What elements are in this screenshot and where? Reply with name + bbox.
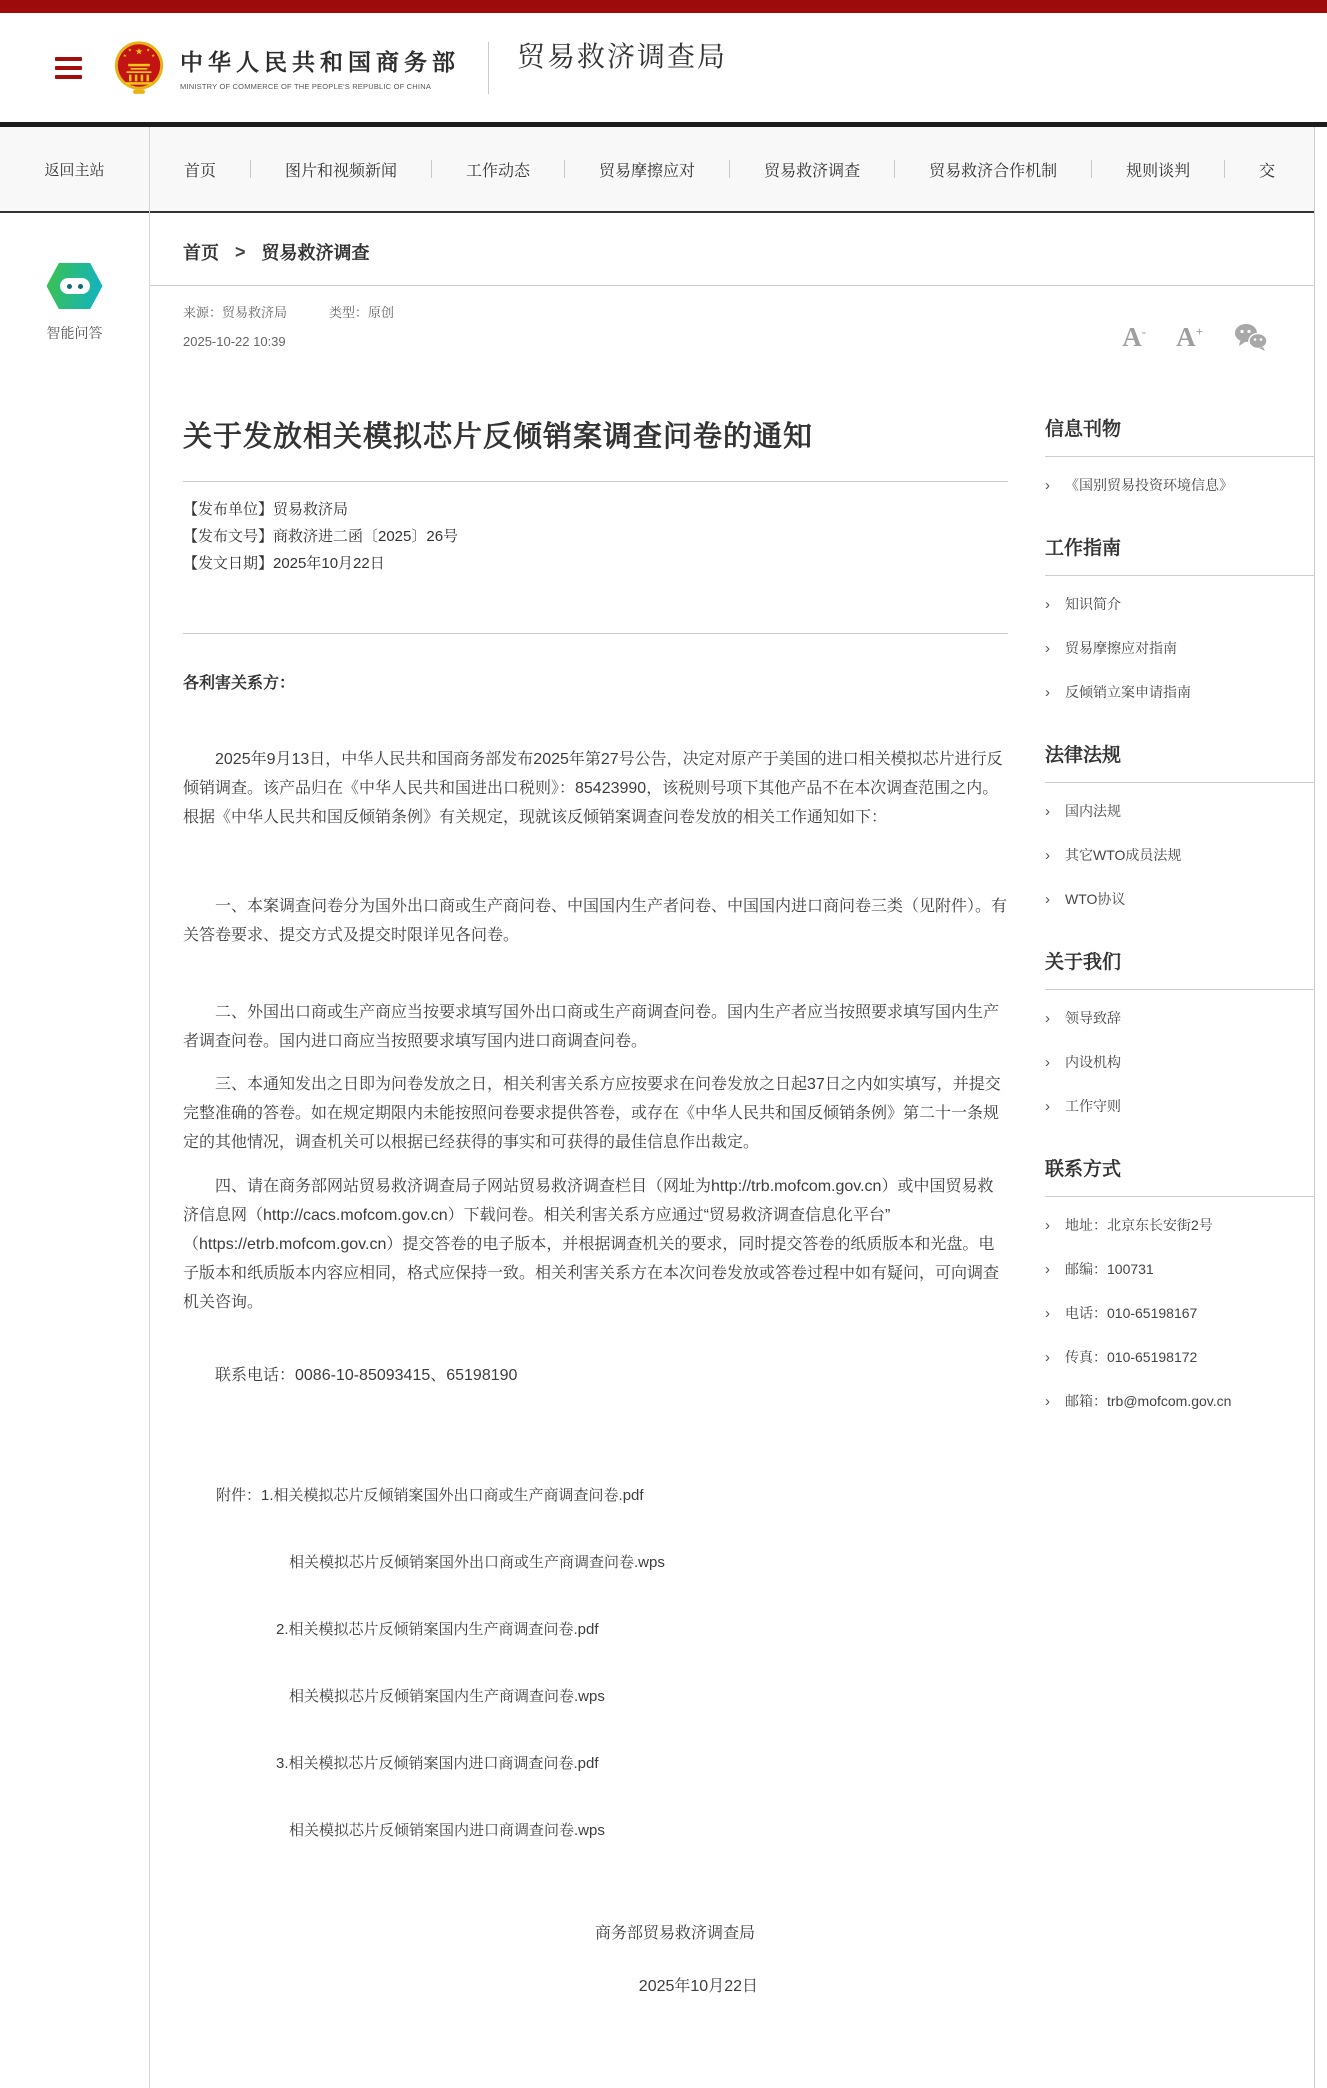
- chevron-right-icon: ›: [1045, 802, 1050, 820]
- attachment-link-3-pdf[interactable]: 3.相关模拟芯片反倾销案国内进口商调查问卷.pdf: [276, 1755, 599, 1772]
- main-nav: [150, 127, 1314, 213]
- attachment-link-3-wps[interactable]: 相关模拟芯片反倾销案国内进口商调查问卷.wps: [289, 1822, 605, 1839]
- left-rail: [0, 127, 150, 2088]
- breadcrumb-home[interactable]: 首页: [183, 243, 219, 263]
- publish-info: [183, 496, 1008, 577]
- svg-text:★: ★: [134, 46, 144, 57]
- svg-text:★: ★: [146, 46, 151, 52]
- attachment-link-2-wps[interactable]: 相关模拟芯片反倾销案国内生产商调查问卷.wps: [289, 1688, 605, 1705]
- svg-text:★: ★: [122, 52, 127, 58]
- sidebar-item[interactable]: › 其它WTO成员法规: [1045, 846, 1182, 864]
- publish-doc-number: 【发布文号】商救济进二函〔2025〕26号: [183, 528, 459, 545]
- sidebar-section-work-guides: 工作指南 › 知识简介 › 贸易摩擦应对指南 › 反倾销立案申请指南: [1045, 533, 1315, 714]
- ministry-name-cn: 中华人民共和国商务部: [180, 49, 460, 75]
- main-zone: [150, 127, 1315, 2088]
- sidebar-section-about-us: 关于我们 › 领导致辞 › 内设机构 › 工作守则: [1045, 947, 1315, 1128]
- right-sidebar: [1045, 414, 1315, 1996]
- nav-item-cooperation-mechanism[interactable]: 贸易救济合作机制: [929, 162, 1058, 180]
- sidebar-item[interactable]: › WTO协议: [1045, 890, 1126, 908]
- publish-unit: 【发布单位】贸易救济局: [183, 501, 349, 518]
- contact-phone-line: 联系电话：0086-10-85093415、65198190: [215, 1367, 518, 1384]
- chevron-right-icon: ›: [1045, 1216, 1050, 1234]
- chevron-right-icon: ›: [1045, 1348, 1050, 1366]
- divider: [183, 633, 1008, 634]
- meta-source: 来源：贸易救济局: [183, 305, 288, 320]
- font-increase-button[interactable]: A+: [1176, 321, 1203, 352]
- chevron-right-icon: ›: [1045, 846, 1050, 864]
- chevron-right-icon: ›: [1045, 639, 1050, 657]
- sidebar-item[interactable]: › 国内法规: [1045, 802, 1121, 820]
- sidebar-contact-email[interactable]: › 邮箱：trb@mofcom.gov.cn: [1045, 1392, 1232, 1410]
- article-meta-row: [150, 286, 1314, 366]
- publish-date: 【发文日期】2025年10月22日: [183, 555, 385, 572]
- ministry-name-en: MINISTRY OF COMMERCE OF THE PEOPLE'S REPUBLIC OF CHINA: [180, 82, 432, 91]
- chevron-right-icon: ›: [1045, 1260, 1050, 1278]
- nav-back-to-main-site[interactable]: 返回主站: [0, 127, 149, 213]
- nav-item-trade-remedy-investigation[interactable]: 贸易救济调查: [764, 162, 861, 180]
- smart-qa-widget[interactable]: [0, 263, 149, 343]
- nav-item-work-updates[interactable]: 工作动态: [466, 162, 531, 180]
- chevron-right-icon: ›: [1045, 683, 1050, 701]
- national-emblem-icon: [114, 40, 164, 96]
- attachment-link-1-wps[interactable]: 相关模拟芯片反倾销案国外出口商或生产商调查问卷.wps: [289, 1554, 665, 1571]
- sidebar-item[interactable]: › 贸易摩擦应对指南: [1045, 639, 1177, 657]
- nav-item-trade-friction[interactable]: 贸易摩擦应对: [599, 162, 696, 180]
- sidebar-contact-zipcode[interactable]: › 邮编：100731: [1045, 1260, 1154, 1278]
- smart-qa-label: 智能问答: [46, 325, 103, 341]
- nav-item-rules-negotiation[interactable]: 规则谈判: [1126, 162, 1191, 180]
- meta-type: 类型：原创: [329, 305, 395, 320]
- nav-item-home[interactable]: 首页: [184, 162, 217, 180]
- chevron-right-icon: ›: [1045, 476, 1050, 494]
- sidebar-item[interactable]: › 内设机构: [1045, 1053, 1121, 1071]
- article: [183, 366, 1008, 1996]
- paragraph: 三、本通知发出之日即为问卷发放之日，相关利害关系方应按要求在问卷发放之日起37日之内如实填写，并提交完整准确的答卷。如在规定期限内未能按照问卷要求提供答卷，或存在《中华人民共和国反倾销条例》第二十一条规定的其他情况，调查机关可以根据已经获得的事实和可获得的最佳信息作出裁定。: [183, 1076, 1001, 1151]
- attachments-list: [183, 1485, 1008, 1842]
- chevron-right-icon: ›: [1045, 1053, 1050, 1071]
- sidebar-item[interactable]: › 知识简介: [1045, 595, 1121, 613]
- chevron-right-icon: ›: [1045, 595, 1050, 613]
- chevron-right-icon: ›: [1045, 1009, 1050, 1027]
- sidebar-section-publications: 信息刊物 › 《国别贸易投资环境信息》: [1045, 414, 1315, 507]
- svg-text:★: ★: [151, 52, 156, 58]
- attachments-label: 附件：: [216, 1487, 262, 1504]
- page-tools: [1122, 308, 1269, 366]
- sidebar-contact-phone[interactable]: › 电话：010-65198167: [1045, 1304, 1198, 1322]
- hamburger-menu-icon[interactable]: [55, 52, 82, 84]
- paragraph: 二、外国出口商或生产商应当按要求填写国外出口商或生产商调查问卷。国内生产者应当按照要求填写国内生产者调查问卷。国内进口商应当按照要求填写国内进口商调查问卷。: [183, 1004, 1000, 1050]
- paragraph: 四、请在商务部网站贸易救济调查局子网站贸易救济调查栏目（网址为http://trb.mofcom.gov.cn）或中国贸易救济信息网（http://cacs.mofcom.gov.cn）下载问卷。相关利害关系方应通过“贸易救济调查信息化平台”（https://etrb.mofcom.gov.cn）提交答卷的电子版本，并根据调查机关的要求，同时提交答卷的纸质版本和光盘。电子版本和纸质版本内容应相同，格式应保持一致。相关利害关系方在本次问卷发放或答卷过程中如有疑问，可向调查机关咨询。: [183, 1178, 1000, 1311]
- sidebar-contact-address[interactable]: › 地址：北京东长安街2号: [1045, 1216, 1213, 1234]
- breadcrumb-separator: >: [235, 241, 246, 262]
- svg-text:★: ★: [127, 46, 132, 52]
- divider: [183, 481, 1008, 482]
- nav-item-photos-videos[interactable]: 图片和视频新闻: [285, 162, 398, 180]
- paragraph: 一、本案调查问卷分为国外出口商或生产商问卷、中国国内生产者问卷、中国国内进口商问卷三类（见附件）。有关答卷要求、提交方式及提交时限详见各问卷。: [183, 898, 1008, 944]
- sidebar-item[interactable]: › 领导致辞: [1045, 1009, 1121, 1027]
- chevron-right-icon: ›: [1045, 1392, 1050, 1410]
- sidebar-section-contact: 联系方式 › 地址：北京东长安街2号 › 邮编：100731 › 电话：010-65198167 › 传真：010-65198172 › 邮箱：trb@mofcom.gov.cn: [1045, 1154, 1315, 1423]
- article-meta: [183, 302, 394, 366]
- attachment-link-1-pdf[interactable]: 1.相关模拟芯片反倾销案国外出口商或生产商调查问卷.pdf: [261, 1487, 644, 1504]
- sidebar-item[interactable]: › 工作守则: [1045, 1097, 1121, 1115]
- attachment-link-2-pdf[interactable]: 2.相关模拟芯片反倾销案国内生产商调查问卷.pdf: [276, 1621, 599, 1638]
- sidebar-item[interactable]: › 《国别贸易投资环境信息》: [1045, 476, 1233, 494]
- nav-item-clipped[interactable]: 交: [1259, 162, 1276, 180]
- paragraph: 2025年9月13日，中华人民共和国商务部发布2025年第27号公告，决定对原产于美国的进口相关模拟芯片进行反倾销调查。该产品归在《中华人民共和国进出口税则》：85423990，该税则号项下其他产品不在本次调查范围之内。根据《中华人民共和国反倾销条例》有关规定，现就该反倾销案调查问卷发放的相关工作通知如下：: [183, 751, 1003, 826]
- article-title: 关于发放相关模拟芯片反倾销案调查问卷的通知: [183, 421, 814, 453]
- chevron-right-icon: ›: [1045, 890, 1050, 908]
- meta-datetime: 2025-10-22 10:39: [183, 334, 286, 349]
- breadcrumb-current[interactable]: 贸易救济调查: [261, 243, 370, 263]
- sidebar-item[interactable]: › 反倾销立案申请指南: [1045, 683, 1191, 701]
- top-red-bar: [0, 0, 1327, 13]
- chevron-right-icon: ›: [1045, 1304, 1050, 1322]
- breadcrumb: [150, 213, 1314, 286]
- article-signature: 商务部贸易救济调查局: [594, 1925, 755, 1942]
- article-sign-date: 2025年10月22日: [638, 1978, 758, 1995]
- site-header: [0, 13, 1327, 122]
- chevron-right-icon: ›: [1045, 1097, 1050, 1115]
- sidebar-section-laws: 法律法规 › 国内法规 › 其它WTO成员法规 › WTO协议: [1045, 740, 1315, 921]
- sidebar-contact-fax[interactable]: › 传真：010-65198172: [1045, 1348, 1198, 1366]
- header-divider: [488, 42, 489, 94]
- ministry-brand: [180, 44, 460, 91]
- wechat-share-icon[interactable]: [1233, 322, 1269, 352]
- salutation: 各利害关系方：: [183, 675, 296, 692]
- site-title: 贸易救济调查局: [517, 41, 728, 72]
- robot-assistant-icon[interactable]: [47, 263, 103, 309]
- font-decrease-button[interactable]: A-: [1122, 321, 1147, 352]
